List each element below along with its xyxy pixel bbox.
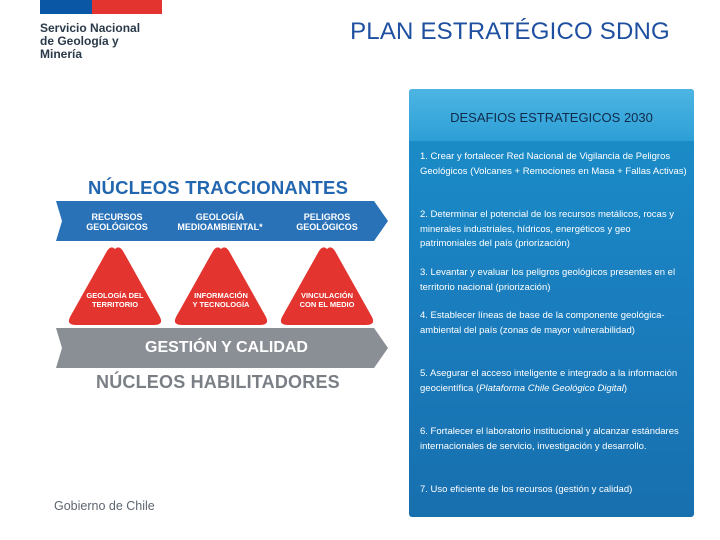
arrow-item-peligros: PELIGROS GEOLÓGICOS [296, 212, 358, 232]
arrow-item-recursos: RECURSOS GEOLÓGICOS [86, 212, 148, 232]
arrow-item-geologia: GEOLOGÍA MEDIOAMBIENTAL* [177, 212, 263, 232]
desafio-item-4: 4. Establecer líneas de base de la componente geológica-ambiental del país (zonas de mayor vulnerabilidad) [420, 310, 665, 336]
page-title: PLAN ESTRATÉGICO SDNG [350, 18, 670, 45]
desafio-item-5: 5. Asegurar el acceso inteligente e integrado a la información geocientífica (Plataforma Chile Geológico Digital) [420, 368, 678, 394]
org-logo-text: Servicio Nacional de Geología y Minería [40, 21, 141, 61]
desafio-item-7: 7. Uso eficiente de los recursos (gestión y calidad) [420, 484, 633, 495]
desafio-item-2: 2. Determinar el potencial de los recursos metálicos, rocas y minerales industriales, hídricos, energéticos y geo patrimoniales del país (priorización) [420, 209, 674, 249]
triangle-geologia-territorio [66, 245, 164, 328]
triangle-label-3: VINCULACIÓN CON EL MEDIO [299, 291, 355, 309]
desafio-item-3: 3. Levantar y evaluar los peligros geológicos presentes en el territorio nacional (priorización) [420, 267, 676, 293]
habilitadores-title: NÚCLEOS HABILITADORES [96, 372, 340, 392]
triangle-label-1: GEOLOGÍA DEL TERRITORIO [86, 291, 144, 309]
desafio-item-6: 6. Fortalecer el laboratorio institucional y alcanzar estándares internacionales de servicio, investigación y desarrollo. [420, 426, 679, 452]
traccionantes-title: NÚCLEOS TRACCIONANTES [88, 177, 349, 198]
triangle-vinculacion-medio [278, 245, 376, 328]
triangle-label-2: INFORMACIÓN Y TECNOLOGÍA [192, 291, 250, 309]
logo-color-bar [40, 0, 162, 14]
desafio-item-1: 1. Crear y fortalecer Red Nacional de Vigilancia de Peligros Geológicos (Volcanes + Remociones en Masa + Fallas Activas) [420, 151, 687, 177]
gestion-calidad-label: GESTIÓN Y CALIDAD [145, 339, 308, 356]
desafios-title: DESAFIOS ESTRATEGICOS 2030 [450, 110, 653, 125]
triangle-informacion-tecnologia [172, 245, 270, 328]
gobierno-footer: Gobierno de Chile [54, 499, 155, 513]
